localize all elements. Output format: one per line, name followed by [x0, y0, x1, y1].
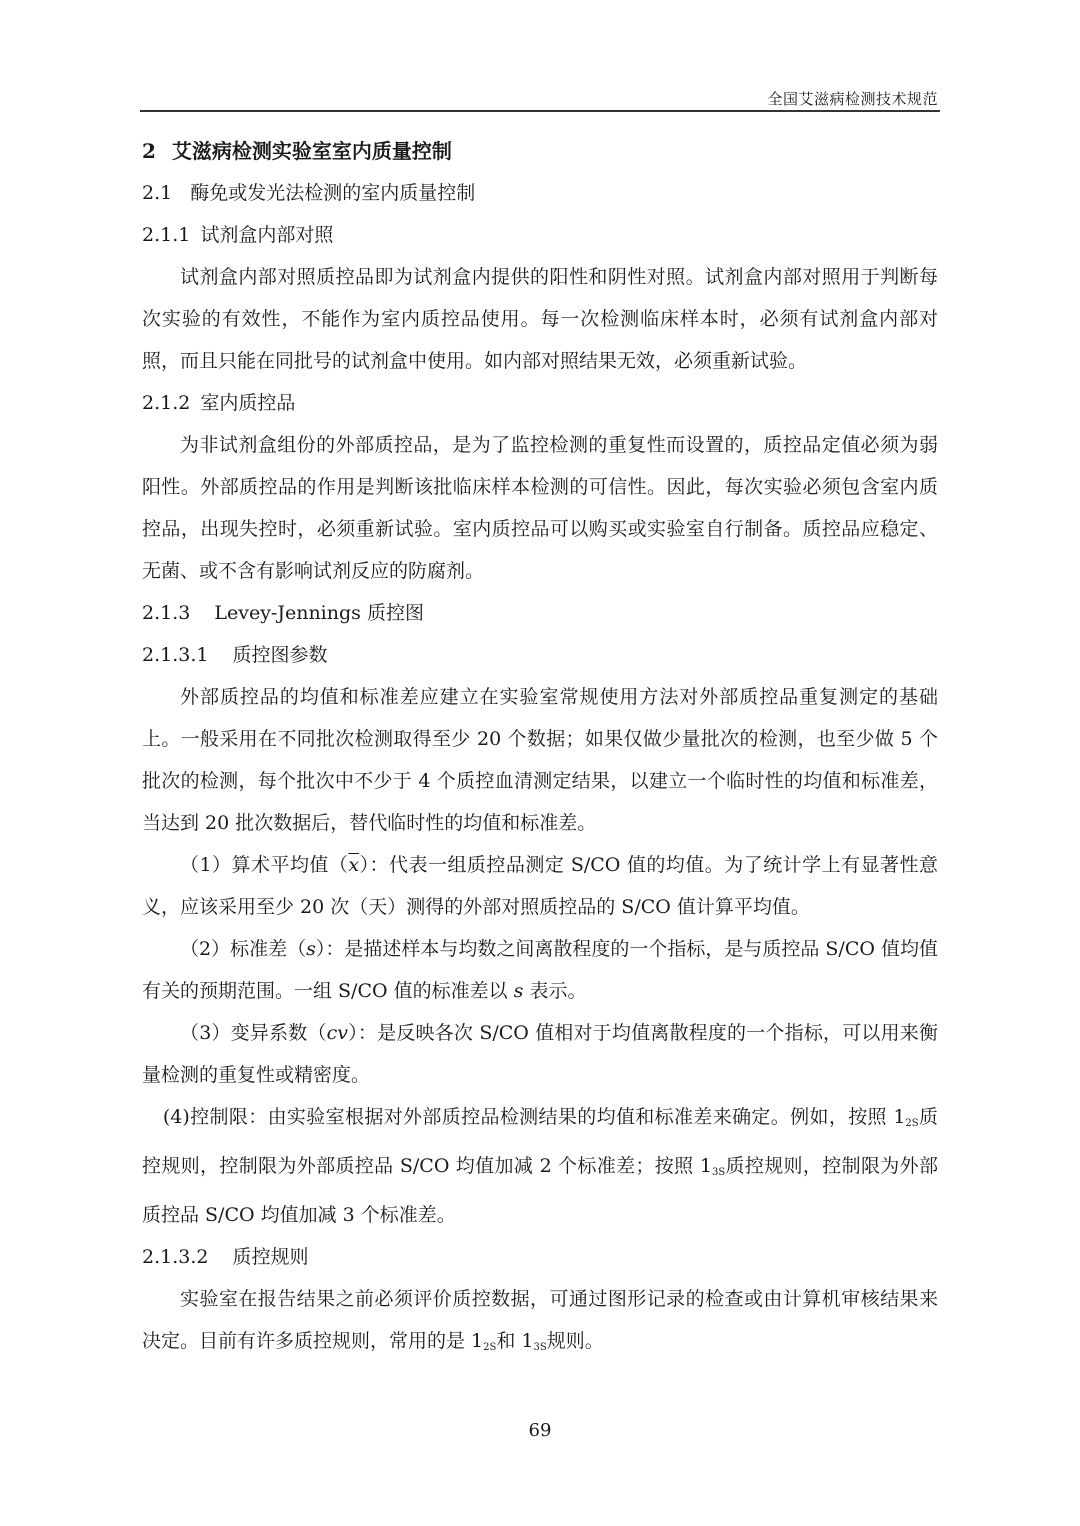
paragraph-2-1-2: 为非试剂盒组份的外部质控品，是为了监控检测的重复性而设置的，质控品定值必须为弱阳性。外部质控品的作用是判断该批临床样本检测的可信性。因此，每次实验必须包含室内质控品，出现失控时，必须重新试验。室内质控品可以购买或实验室自行制备。质控品应稳定、无菌、或不含有影响试剂反应的防腐剂。 — [142, 434, 938, 582]
list-item-cv — [142, 1012, 938, 1096]
paragraph-text: 规则。 — [546, 1330, 604, 1352]
list-item-std-dev — [142, 928, 938, 1012]
rule-base: 1 — [471, 1330, 484, 1352]
item-text: ）：代表一组质控品测定 S/CO 值的均值。为了统计学上有显著性意义，应该采用至少 20 次（天）测得的外部对照质控品的 S/CO 值计算平均值。 — [142, 854, 938, 918]
symbol-cv: cv — [326, 1022, 349, 1044]
subsection-heading-2-1-1 — [142, 214, 938, 256]
rule-base: 1 — [699, 1155, 712, 1177]
rule-1-3s — [521, 1330, 546, 1352]
item-text: 质控规则，控制限为外部质控品 S/CO 均值加减 2 个标准差；按照 — [142, 1106, 938, 1177]
item-text: ）：是反映各次 S/CO 值相对于均值离散程度的一个指标，可以用来衡量检测的重复性或精密度。 — [142, 1022, 938, 1086]
subsection-title: 质控图参数 — [232, 644, 328, 666]
subsection-number: 2.1.3 — [142, 602, 191, 624]
subsection-number: 2.1.3.2 — [142, 1246, 209, 1268]
subsection-title: 试剂盒内部对照 — [200, 224, 334, 246]
symbol-s: s — [306, 938, 316, 960]
rule-subscript: 2S — [905, 1118, 919, 1129]
subsection-title: Levey-Jennings 质控图 — [214, 602, 424, 624]
subsection-heading-2-1-3-1 — [142, 634, 938, 676]
section-title: 艾滋病检测实验室室内质量控制 — [171, 139, 452, 163]
subsection-number: 2.1.2 — [142, 392, 191, 414]
section-number: 2 — [142, 139, 156, 163]
section-heading — [142, 130, 938, 172]
subsection-title: 室内质控品 — [200, 392, 296, 414]
paragraph-2-1-3-1: 外部质控品的均值和标准差应建立在实验室常规使用方法对外部质控品重复测定的基础上。一般采用在不同批次检测取得至少 20 个数据；如果仅做少量批次的检测，也至少做 5 个批次的检测，每个批次中不少于 4 个质控血清测定结果，以建立一个临时性的均值和标准差，当达到 20 批次数据后，替代临时性的均值和标准差。 — [142, 686, 938, 834]
paragraph-text: 实验室在报告结果之前必须评价质控数据，可通过图形记录的检查或由计算机审核结果来决定。目前有许多质控规则，常用的是 — [142, 1288, 938, 1352]
item-text: （1）算术平均值（ — [180, 854, 349, 876]
subsection-number: 2.1 — [142, 182, 173, 204]
item-text: ）：是描述样本与均数之间离散程度的一个指标，是与质控品 S/CO 值均值有关的预期范围。一组 S/CO 值的标准差以 — [142, 938, 938, 1002]
page-number: 69 — [528, 1420, 552, 1441]
paragraph-text: 和 — [496, 1330, 522, 1352]
header-divider — [140, 110, 940, 112]
item-text: 质控规则，控制限为外部质控品 S/CO 均值加减 3 个标准差。 — [142, 1155, 938, 1226]
header-title: 全国艾滋病检测技术规范 — [767, 90, 938, 108]
page-body — [142, 130, 938, 1369]
rule-subscript: 3S — [533, 1342, 547, 1353]
subsection-heading-2-1-2 — [142, 382, 938, 424]
rule-subscript: 3S — [711, 1167, 726, 1178]
rule-1-3s — [700, 1155, 725, 1177]
item-text: （3）变异系数（ — [180, 1022, 327, 1044]
item-text: （2）标准差（ — [180, 938, 307, 960]
paragraph-2-1-1: 试剂盒内部对照质控品即为试剂盒内提供的阳性和阴性对照。试剂盒内部对照用于判断每次实验的有效性，不能作为室内质控品使用。每一次检测临床样本时，必须有试剂盒内部对照，而且只能在同批号的试剂盒中使用。如内部对照结果无效，必须重新试验。 — [142, 266, 938, 372]
subsection-number: 2.1.1 — [142, 224, 191, 246]
list-item-control-limits — [142, 1096, 938, 1236]
rule-1-2s — [893, 1106, 918, 1128]
rule-1-2s — [471, 1330, 496, 1352]
subsection-number: 2.1.3.1 — [142, 644, 209, 666]
rule-base: 1 — [893, 1106, 906, 1128]
rule-base: 1 — [521, 1330, 534, 1352]
subsection-title: 质控规则 — [232, 1246, 309, 1268]
subsection-heading-2-1 — [142, 172, 938, 214]
item-text: 表示。 — [523, 980, 587, 1002]
paragraph-2-1-3-2 — [142, 1278, 938, 1369]
symbol-s: s — [513, 980, 524, 1002]
item-text: (4)控制限：由实验室根据对外部质控品检测结果的均值和标准差来确定。例如，按照 — [162, 1106, 894, 1128]
symbol-x-bar: $\overline{x}$ — [348, 854, 360, 876]
rule-subscript: 2S — [483, 1342, 497, 1353]
subsection-heading-2-1-3 — [142, 592, 938, 634]
subsection-heading-2-1-3-2 — [142, 1236, 938, 1278]
subsection-title: 酶免或发光法检测的室内质量控制 — [190, 182, 476, 204]
list-item-mean — [142, 844, 938, 928]
